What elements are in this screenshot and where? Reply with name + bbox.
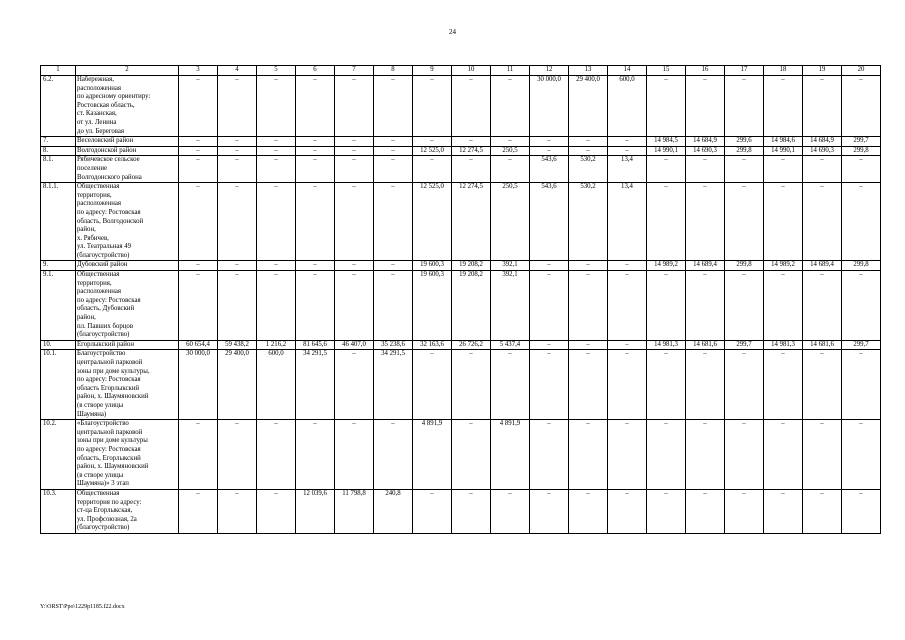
value-cell: – [647, 183, 686, 261]
value-cell: – [374, 183, 413, 261]
value-cell: 14 981,3 [764, 340, 803, 350]
table-header-row [41, 66, 881, 76]
table-row [41, 146, 881, 156]
value-cell: – [218, 261, 257, 271]
value-cell: – [803, 350, 842, 420]
value-cell: – [686, 271, 725, 341]
value-cell: 19 600,3 [413, 261, 452, 271]
value-cell: – [803, 76, 842, 137]
value-cell: – [647, 76, 686, 137]
value-cell: – [218, 146, 257, 156]
value-cell: 46 407,0 [335, 340, 374, 350]
value-cell: – [296, 137, 335, 147]
value-cell: 26 726,2 [452, 340, 491, 350]
row-name: Общественная территория, расположенная по адресу: Ростовская область, Волгодонской район, х. Рябичев, ул. Театральная 49 (благоустройство) [76, 183, 179, 261]
page-number: 24 [449, 28, 456, 36]
value-cell: – [608, 350, 647, 420]
value-cell: 240,8 [374, 489, 413, 533]
value-cell: 299,8 [725, 261, 764, 271]
value-cell: – [764, 76, 803, 137]
column-number: 1 [41, 66, 76, 76]
value-cell: – [491, 350, 530, 420]
value-cell: – [569, 261, 608, 271]
value-cell: – [218, 271, 257, 341]
table-row [41, 137, 881, 147]
value-cell: – [335, 146, 374, 156]
value-cell: – [257, 183, 296, 261]
value-cell: 1 216,2 [257, 340, 296, 350]
value-cell: – [842, 420, 881, 490]
value-cell: – [842, 350, 881, 420]
value-cell: – [764, 489, 803, 533]
value-cell: 530,2 [569, 183, 608, 261]
budget-table [40, 65, 881, 534]
value-cell: – [335, 261, 374, 271]
value-cell: – [530, 261, 569, 271]
value-cell: – [569, 420, 608, 490]
row-number: 10.2. [41, 420, 76, 490]
value-cell: – [413, 156, 452, 183]
column-number: 7 [335, 66, 374, 76]
value-cell: – [218, 489, 257, 533]
value-cell: – [374, 271, 413, 341]
value-cell: – [179, 137, 218, 147]
value-cell: – [647, 420, 686, 490]
value-cell: – [452, 420, 491, 490]
row-name: Благоустройство центральной парковой зоны при доме культуры, по адресу: Ростовская область Егорлыкский район, х. Шаумяновский (в створе улицы Шаумяна) [76, 350, 179, 420]
row-number: 10.1. [41, 350, 76, 420]
value-cell: 392,1 [491, 261, 530, 271]
value-cell: – [374, 76, 413, 137]
value-cell: 530,2 [569, 156, 608, 183]
value-cell: 19 600,3 [413, 271, 452, 341]
value-cell: – [179, 156, 218, 183]
column-number: 12 [530, 66, 569, 76]
value-cell: – [296, 156, 335, 183]
value-cell: 14 690,3 [803, 146, 842, 156]
value-cell: – [296, 420, 335, 490]
value-cell: – [413, 489, 452, 533]
value-cell: – [296, 261, 335, 271]
table-row [41, 261, 881, 271]
value-cell: 14 989,2 [764, 261, 803, 271]
value-cell: – [335, 350, 374, 420]
table-row [41, 271, 881, 341]
value-cell: 29 400,0 [218, 350, 257, 420]
table-row [41, 489, 881, 533]
table-row [41, 340, 881, 350]
value-cell: – [569, 146, 608, 156]
column-number: 19 [803, 66, 842, 76]
value-cell: – [179, 183, 218, 261]
value-cell: 299,8 [842, 261, 881, 271]
value-cell: – [491, 137, 530, 147]
footer-file-path: Y:\ORST\Ppo\1229p1185.f22.docx [40, 604, 125, 610]
value-cell: 34 291,5 [296, 350, 335, 420]
value-cell: – [374, 261, 413, 271]
value-cell: – [257, 489, 296, 533]
value-cell: – [530, 489, 569, 533]
value-cell: – [803, 271, 842, 341]
value-cell: 14 990,1 [647, 146, 686, 156]
value-cell: 59 438,2 [218, 340, 257, 350]
value-cell: – [725, 350, 764, 420]
value-cell: – [491, 156, 530, 183]
value-cell: – [218, 76, 257, 137]
value-cell: 13,4 [608, 156, 647, 183]
column-number: 3 [179, 66, 218, 76]
row-number: 10. [41, 340, 76, 350]
value-cell: – [569, 350, 608, 420]
value-cell: – [374, 146, 413, 156]
value-cell: – [179, 271, 218, 341]
value-cell: – [257, 261, 296, 271]
value-cell: – [686, 350, 725, 420]
value-cell: 32 163,6 [413, 340, 452, 350]
value-cell: 12 274,5 [452, 183, 491, 261]
value-cell: – [764, 350, 803, 420]
value-cell: – [686, 489, 725, 533]
value-cell: – [179, 420, 218, 490]
value-cell: 299,6 [725, 137, 764, 147]
column-number: 4 [218, 66, 257, 76]
value-cell: 14 989,2 [647, 261, 686, 271]
value-cell: – [257, 271, 296, 341]
value-cell: – [452, 76, 491, 137]
value-cell: 12 039,6 [296, 489, 335, 533]
value-cell: 299,8 [842, 146, 881, 156]
value-cell: – [530, 420, 569, 490]
value-cell: 19 208,2 [452, 261, 491, 271]
value-cell: – [179, 261, 218, 271]
column-number: 20 [842, 66, 881, 76]
row-name: Егорлыкский район [76, 340, 179, 350]
table-row [41, 420, 881, 490]
value-cell: – [842, 489, 881, 533]
value-cell: – [608, 489, 647, 533]
value-cell: 81 645,6 [296, 340, 335, 350]
row-number: 8. [41, 146, 76, 156]
row-number: 10.3. [41, 489, 76, 533]
value-cell: – [413, 137, 452, 147]
value-cell: 250,5 [491, 183, 530, 261]
value-cell: 34 291,5 [374, 350, 413, 420]
value-cell: 14 689,4 [686, 261, 725, 271]
value-cell: 12 525,0 [413, 146, 452, 156]
value-cell: – [725, 76, 764, 137]
value-cell: 543,6 [530, 183, 569, 261]
value-cell: – [842, 156, 881, 183]
value-cell: – [530, 271, 569, 341]
row-number: 7. [41, 137, 76, 147]
value-cell: – [335, 183, 374, 261]
value-cell: – [335, 156, 374, 183]
row-name: Рябичевское сельское поселение Волгодонского района [76, 156, 179, 183]
table-row [41, 183, 881, 261]
value-cell: – [491, 76, 530, 137]
value-cell: – [608, 146, 647, 156]
value-cell: – [842, 183, 881, 261]
value-cell: – [647, 271, 686, 341]
value-cell: – [686, 76, 725, 137]
value-cell: – [218, 183, 257, 261]
value-cell: – [374, 420, 413, 490]
value-cell: – [452, 489, 491, 533]
value-cell: – [257, 146, 296, 156]
value-cell: 14 681,6 [803, 340, 842, 350]
column-number: 14 [608, 66, 647, 76]
value-cell: – [686, 183, 725, 261]
value-cell: – [218, 137, 257, 147]
column-number: 10 [452, 66, 491, 76]
value-cell: – [608, 261, 647, 271]
value-cell: – [764, 420, 803, 490]
value-cell: – [803, 489, 842, 533]
row-name: Дубовский район [76, 261, 179, 271]
row-number: 8.1. [41, 156, 76, 183]
value-cell: 12 274,5 [452, 146, 491, 156]
value-cell: 60 654,4 [179, 340, 218, 350]
value-cell: – [569, 271, 608, 341]
value-cell: – [179, 76, 218, 137]
value-cell: – [803, 420, 842, 490]
value-cell: 14 681,6 [686, 340, 725, 350]
value-cell: 600,0 [257, 350, 296, 420]
row-name: Волгодонской район [76, 146, 179, 156]
value-cell: – [764, 156, 803, 183]
value-cell: 600,0 [608, 76, 647, 137]
value-cell: 14 684,9 [803, 137, 842, 147]
value-cell: – [296, 271, 335, 341]
value-cell: – [257, 137, 296, 147]
value-cell: – [452, 350, 491, 420]
value-cell: 30 000,0 [179, 350, 218, 420]
value-cell: – [764, 183, 803, 261]
table-row [41, 76, 881, 137]
table-row [41, 350, 881, 420]
column-number: 2 [76, 66, 179, 76]
value-cell: – [569, 340, 608, 350]
value-cell: 35 238,6 [374, 340, 413, 350]
value-cell: – [530, 340, 569, 350]
column-number: 16 [686, 66, 725, 76]
value-cell: 5 437,4 [491, 340, 530, 350]
value-cell: – [608, 137, 647, 147]
column-number: 13 [569, 66, 608, 76]
value-cell: – [647, 156, 686, 183]
value-cell: 12 525,0 [413, 183, 452, 261]
value-cell: – [725, 420, 764, 490]
value-cell: – [257, 420, 296, 490]
value-cell: – [842, 271, 881, 341]
row-number: 6.2. [41, 76, 76, 137]
value-cell: – [296, 183, 335, 261]
column-number: 6 [296, 66, 335, 76]
value-cell: – [725, 271, 764, 341]
value-cell: – [842, 76, 881, 137]
value-cell: 14 690,3 [686, 146, 725, 156]
value-cell: – [374, 137, 413, 147]
value-cell: – [608, 420, 647, 490]
value-cell: – [530, 350, 569, 420]
value-cell: – [374, 156, 413, 183]
value-cell: – [725, 156, 764, 183]
value-cell: – [647, 350, 686, 420]
value-cell: – [647, 489, 686, 533]
value-cell: – [452, 137, 491, 147]
value-cell: – [569, 489, 608, 533]
value-cell: – [257, 76, 296, 137]
value-cell: – [257, 156, 296, 183]
value-cell: 14 981,3 [647, 340, 686, 350]
row-name: «Благоустройство центральной парковой зоны при доме культуры по адресу: Ростовская область, Егорлыкский район, х. Шаумяновский (в створе улицы Шаумяна)» 3 этап [76, 420, 179, 490]
column-number: 5 [257, 66, 296, 76]
value-cell: – [335, 420, 374, 490]
value-cell: 299,8 [725, 146, 764, 156]
value-cell: – [491, 489, 530, 533]
column-number: 17 [725, 66, 764, 76]
value-cell: 299,7 [842, 340, 881, 350]
column-number: 15 [647, 66, 686, 76]
value-cell: 14 984,5 [647, 137, 686, 147]
value-cell: – [530, 146, 569, 156]
value-cell: – [764, 271, 803, 341]
value-cell: – [686, 420, 725, 490]
value-cell: 250,5 [491, 146, 530, 156]
value-cell: – [335, 271, 374, 341]
table-row [41, 156, 881, 183]
value-cell: – [452, 156, 491, 183]
row-name: Общественная территория, расположенная по адресу: Ростовская область, Дубовский район, пл. Павших борцов (благоустройство) [76, 271, 179, 341]
value-cell: 299,7 [725, 340, 764, 350]
value-cell: 4 891,9 [413, 420, 452, 490]
value-cell: – [179, 489, 218, 533]
value-cell: 543,6 [530, 156, 569, 183]
value-cell: 30 000,0 [530, 76, 569, 137]
value-cell: – [725, 489, 764, 533]
row-name: Веселовский район [76, 137, 179, 147]
value-cell: – [608, 271, 647, 341]
table-body [41, 66, 881, 534]
row-number: 9. [41, 261, 76, 271]
value-cell: – [218, 156, 257, 183]
value-cell: 14 689,4 [803, 261, 842, 271]
value-cell: – [569, 137, 608, 147]
row-name: Общественная территория по адресу: ст-ца Егорлыкская, ул. Профсоюзная, 2а (благоустройство) [76, 489, 179, 533]
value-cell: – [413, 350, 452, 420]
value-cell: – [335, 76, 374, 137]
value-cell: 299,7 [842, 137, 881, 147]
value-cell: 13,4 [608, 183, 647, 261]
column-number: 8 [374, 66, 413, 76]
value-cell: 392,1 [491, 271, 530, 341]
value-cell: 29 400,0 [569, 76, 608, 137]
value-cell: – [608, 340, 647, 350]
row-name: Набережная, расположенная по адресному ориентиру: Ростовская область, ст. Казанская, от ул. Ленина до ул. Береговая [76, 76, 179, 137]
column-number: 9 [413, 66, 452, 76]
value-cell: 11 798,8 [335, 489, 374, 533]
value-cell: – [296, 76, 335, 137]
value-cell: – [335, 137, 374, 147]
value-cell: 14 684,9 [686, 137, 725, 147]
value-cell: – [413, 76, 452, 137]
value-cell: – [686, 156, 725, 183]
row-number: 9.1. [41, 271, 76, 341]
column-number: 11 [491, 66, 530, 76]
value-cell: – [218, 420, 257, 490]
value-cell: – [803, 156, 842, 183]
value-cell: – [530, 137, 569, 147]
value-cell: – [179, 146, 218, 156]
value-cell: 4 891,9 [491, 420, 530, 490]
value-cell: 19 208,2 [452, 271, 491, 341]
column-number: 18 [764, 66, 803, 76]
value-cell: – [296, 146, 335, 156]
value-cell: – [803, 183, 842, 261]
value-cell: 14 990,1 [764, 146, 803, 156]
row-number: 8.1.1. [41, 183, 76, 261]
value-cell: – [725, 183, 764, 261]
value-cell: 14 984,6 [764, 137, 803, 147]
